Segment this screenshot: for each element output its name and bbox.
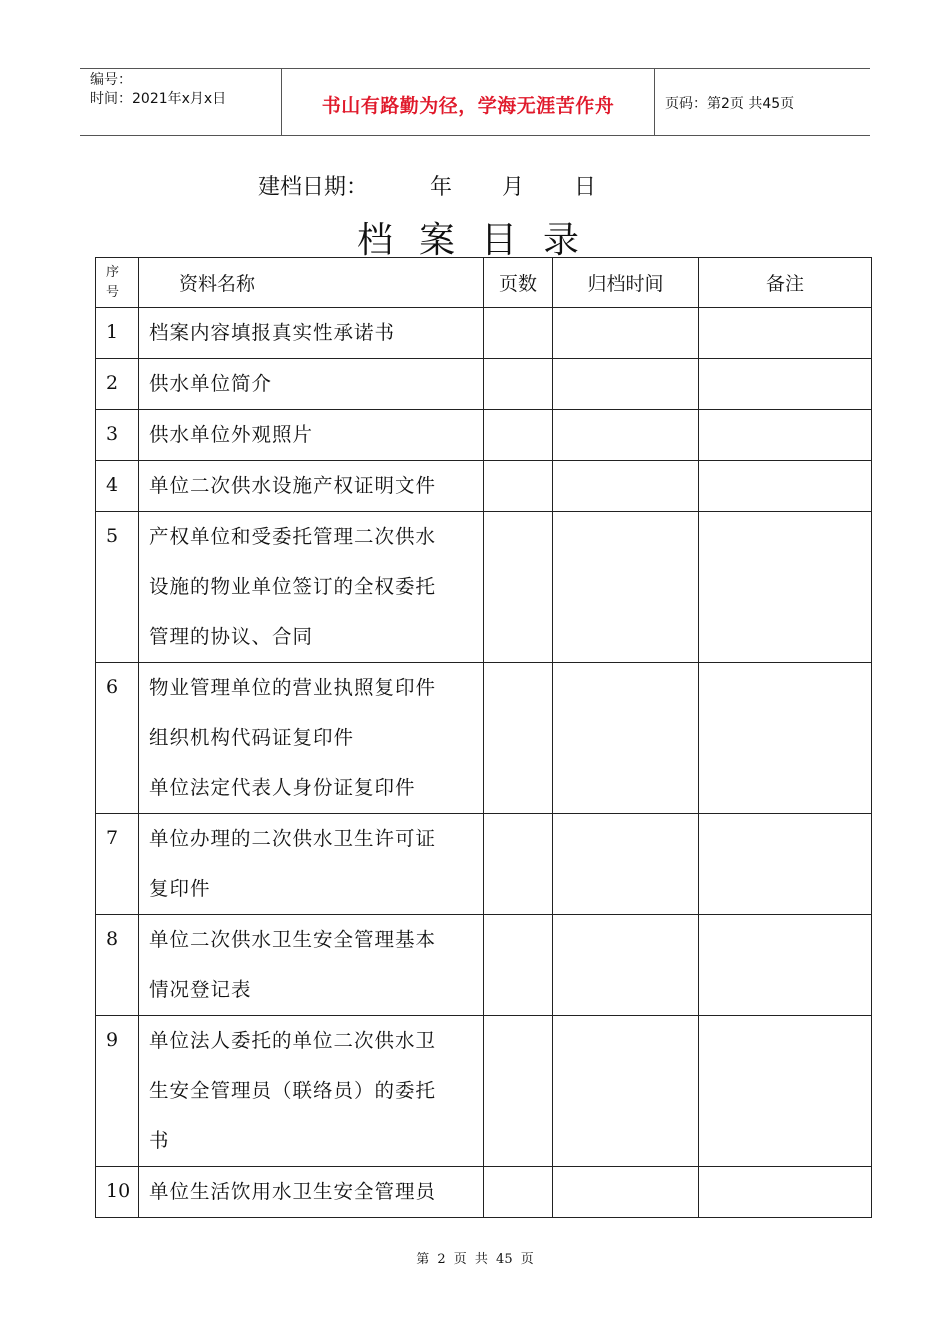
table-header-row <box>96 258 872 308</box>
row-pages-cell[interactable] <box>484 915 553 1016</box>
row-remark-cell[interactable] <box>699 308 872 359</box>
column-header-seq-text: 序号 <box>106 264 120 300</box>
row-time-cell[interactable] <box>553 915 699 1016</box>
row-document-name-line: 单位二次供水卫生安全管理基本 <box>149 928 437 951</box>
column-header-remark: 备注 <box>699 258 872 308</box>
row-document-name-line: 供水单位简介 <box>149 372 273 395</box>
row-remark-cell[interactable] <box>699 359 872 410</box>
row-pages-cell[interactable] <box>484 410 553 461</box>
row-pages-cell[interactable] <box>484 359 553 410</box>
row-document-name <box>139 663 484 814</box>
table-row <box>96 1016 872 1167</box>
row-seq: 10 <box>96 1167 139 1218</box>
row-document-name <box>139 512 484 663</box>
row-document-name <box>139 308 484 359</box>
row-document-name <box>139 461 484 512</box>
row-time-cell[interactable] <box>553 512 699 663</box>
table-row <box>96 308 872 359</box>
row-document-name <box>139 915 484 1016</box>
row-seq: 8 <box>96 915 139 1016</box>
row-document-name <box>139 1016 484 1167</box>
row-time-cell[interactable] <box>553 410 699 461</box>
row-document-name <box>139 814 484 915</box>
column-header-time: 归档时间 <box>553 258 699 308</box>
row-document-name-line: 单位法定代表人身份证复印件 <box>149 776 416 799</box>
row-remark-cell[interactable] <box>699 1167 872 1218</box>
table-row <box>96 814 872 915</box>
archive-day-label: 日 <box>574 175 597 200</box>
header-bottom-rule <box>80 135 870 136</box>
row-document-name-line: 情况登记表 <box>149 978 252 1001</box>
row-remark-cell[interactable] <box>699 461 872 512</box>
column-header-seq <box>96 258 139 308</box>
row-time-cell[interactable] <box>553 814 699 915</box>
catalog-table <box>95 257 872 1218</box>
row-pages-cell[interactable] <box>484 308 553 359</box>
archive-date-label: 建档日期： <box>258 175 369 200</box>
page-title: 档案目录 <box>356 220 605 261</box>
row-document-name-line: 单位生活饮用水卫生安全管理员 <box>149 1180 437 1203</box>
row-document-name-line: 书 <box>149 1129 170 1152</box>
archive-month-label: 月 <box>502 175 525 200</box>
archive-date-line <box>258 170 596 201</box>
row-document-name-line: 设施的物业单位签订的全权委托 <box>149 575 437 598</box>
row-pages-cell[interactable] <box>484 1167 553 1218</box>
row-document-name-line: 管理的协议、合同 <box>149 625 314 648</box>
row-seq: 7 <box>96 814 139 915</box>
row-seq: 9 <box>96 1016 139 1167</box>
header-divider-right <box>654 68 655 135</box>
row-seq: 5 <box>96 512 139 663</box>
header-top-rule <box>80 68 870 69</box>
header-meta <box>90 71 226 109</box>
row-pages-cell[interactable] <box>484 814 553 915</box>
row-seq: 2 <box>96 359 139 410</box>
row-time-cell[interactable] <box>553 359 699 410</box>
column-header-pages: 页数 <box>484 258 553 308</box>
row-remark-cell[interactable] <box>699 915 872 1016</box>
row-document-name <box>139 1167 484 1218</box>
table-row <box>96 461 872 512</box>
table-row <box>96 1167 872 1218</box>
row-pages-cell[interactable] <box>484 1016 553 1167</box>
table-row <box>96 359 872 410</box>
table-row <box>96 512 872 663</box>
header-motto: 书山有路勤为径，学海无涯苦作舟 <box>321 95 615 117</box>
row-document-name-line: 组织机构代码证复印件 <box>149 726 355 749</box>
row-time-cell[interactable] <box>553 663 699 814</box>
row-document-name-line: 单位办理的二次供水卫生许可证 <box>149 827 437 850</box>
table-row <box>96 663 872 814</box>
row-document-name-line: 物业管理单位的营业执照复印件 <box>149 676 437 699</box>
header-time-label: 时间：2021年x月x日 <box>90 91 227 107</box>
table-row <box>96 410 872 461</box>
row-document-name-line: 复印件 <box>149 877 211 900</box>
row-remark-cell[interactable] <box>699 512 872 663</box>
row-document-name-line: 供水单位外观照片 <box>149 423 314 446</box>
archive-year-label: 年 <box>430 175 453 200</box>
row-remark-cell[interactable] <box>699 663 872 814</box>
row-seq: 6 <box>96 663 139 814</box>
row-time-cell[interactable] <box>553 1016 699 1167</box>
row-seq: 3 <box>96 410 139 461</box>
page-footer: 第 2 页 共 45 页 <box>416 1252 534 1267</box>
row-seq: 4 <box>96 461 139 512</box>
row-time-cell[interactable] <box>553 1167 699 1218</box>
row-remark-cell[interactable] <box>699 410 872 461</box>
row-document-name <box>139 410 484 461</box>
row-remark-cell[interactable] <box>699 814 872 915</box>
column-header-name: 资料名称 <box>139 258 484 308</box>
row-document-name-line: 档案内容填报真实性承诺书 <box>149 321 396 344</box>
row-document-name-line: 产权单位和受委托管理二次供水 <box>149 525 437 548</box>
row-document-name <box>139 359 484 410</box>
row-seq: 1 <box>96 308 139 359</box>
row-pages-cell[interactable] <box>484 461 553 512</box>
row-pages-cell[interactable] <box>484 663 553 814</box>
row-document-name-line: 单位二次供水设施产权证明文件 <box>149 474 437 497</box>
row-document-name-line: 单位法人委托的单位二次供水卫 <box>149 1029 437 1052</box>
row-time-cell[interactable] <box>553 461 699 512</box>
catalog-table-body <box>96 308 872 1218</box>
table-row <box>96 915 872 1016</box>
row-document-name-line: 生安全管理员（联络员）的委托 <box>149 1079 437 1102</box>
row-remark-cell[interactable] <box>699 1016 872 1167</box>
header-number-label: 编号： <box>90 72 132 88</box>
row-time-cell[interactable] <box>553 308 699 359</box>
row-pages-cell[interactable] <box>484 512 553 663</box>
header-page-info: 页码：第2页 共45页 <box>665 96 795 112</box>
